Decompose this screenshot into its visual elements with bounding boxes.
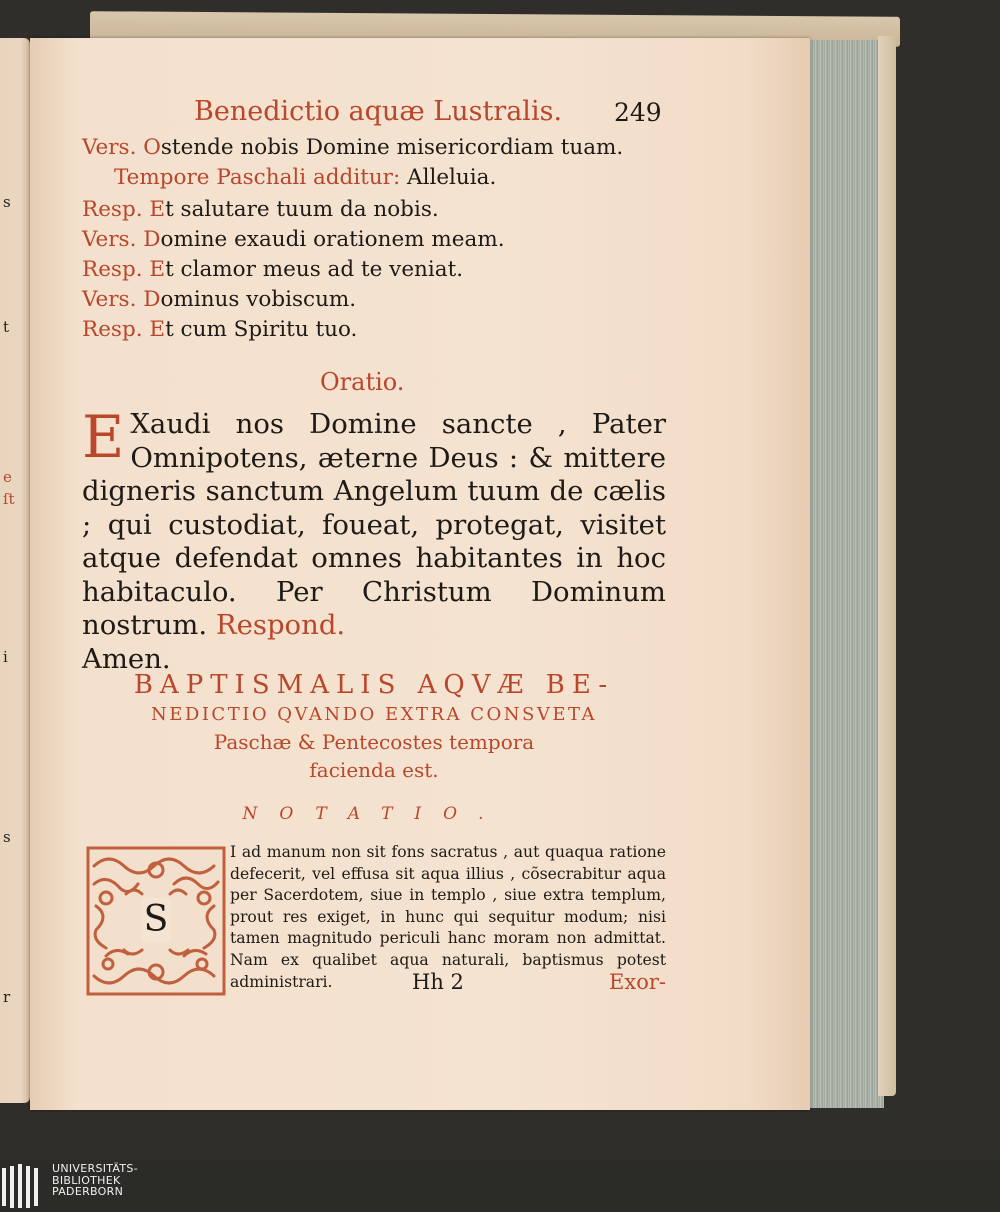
prayer-block <box>82 403 666 676</box>
baptismal-heading-line: BAPTISMALIS AQVÆ BE- <box>133 670 615 700</box>
baptismal-heading-line: NEDICTIO QVANDO EXTRA CONSVETA <box>151 704 597 725</box>
prayer-text: Xaudi nos Domine sancte , Pater Omnipotens, æterne Deus : & mittere digneris sanctum Angelum tuum de cælis ; qui custodiat, foueat, protegat, visitet atque defendat omnes habitantes in hoc habitaculo. Per Christum Dominum nostrum. <box>82 408 666 641</box>
page-fore-edge <box>802 40 884 1108</box>
versicle-line <box>82 256 463 284</box>
baptismal-heading-line: facienda est. <box>309 758 439 782</box>
versicle-line <box>82 196 439 224</box>
page-footer <box>82 970 666 1000</box>
baptismal-heading <box>82 668 666 784</box>
running-head <box>194 96 674 132</box>
versicle-text: t clamor meus ad te veniat. <box>165 257 464 282</box>
facing-page-edge <box>0 38 30 1103</box>
notatio-heading: NOTATIO. <box>242 804 506 824</box>
versicle-line <box>82 286 356 314</box>
versicle-label: Vers. D <box>82 227 161 252</box>
facing-page-mark: r <box>3 988 11 1006</box>
prayer-amen: Amen. <box>82 642 171 675</box>
versicle-line <box>82 134 623 162</box>
versicle-label: Resp. E <box>82 317 166 342</box>
versicle-text: stende nobis Domine misericordiam tuam. <box>160 135 624 160</box>
facing-page-mark: s <box>3 828 11 846</box>
library-name-line: UNIVERSITÄTS- <box>52 1162 138 1175</box>
versicle-text: ominus vobiscum. <box>160 287 357 312</box>
versicle-text: t cum Spiritu tuo. <box>165 317 358 342</box>
facing-page-mark: s <box>3 193 11 211</box>
prayer-initial: E <box>82 403 125 471</box>
page-number: 249 <box>614 98 662 127</box>
respond-label: Respond. <box>215 609 346 641</box>
facing-page-mark: e <box>3 468 12 486</box>
versicle-label: Vers. D <box>82 287 161 312</box>
versicle-label: Vers. O <box>82 135 161 160</box>
running-title: Benedictio aquæ Lustralis. <box>194 96 563 127</box>
versicle-text: Alleluia. <box>400 165 497 190</box>
versicle-text: t salutare tuum da nobis. <box>165 197 439 222</box>
book-cover-right <box>878 36 896 1096</box>
prayer-paragraph <box>82 403 666 676</box>
versicle-label: Resp. E <box>82 197 166 222</box>
versicle-line <box>82 316 357 344</box>
facing-page-mark: ſt <box>3 490 15 508</box>
baptismal-heading-line: Paschæ & Pentecostes tempora <box>213 730 535 754</box>
oratio-heading: Oratio. <box>320 368 405 396</box>
versicle-text: omine exaudi orationem meam. <box>160 227 505 252</box>
signature-mark: Hh 2 <box>412 970 464 994</box>
notatio-initial: S <box>141 898 171 942</box>
library-name <box>52 1163 252 1198</box>
versicle-label: Resp. E <box>82 257 166 282</box>
versicle-label: Tempore Paschali additur: <box>114 165 401 190</box>
library-name-line: BIBLIOTHEK <box>52 1173 121 1187</box>
library-logo-icon <box>0 1162 46 1210</box>
versicle-line <box>114 164 496 192</box>
notatio-text: I ad manum non sit fons sacratus , aut quaqua ratione defecerit, vel effusa sit aqua illius , cõsecrabitur aqua per Sacerdotem, siue in templo , siue extra templum, prout res exiget, in hunc qui sequitur modum; nisi tamen magnitudo periculi hanc moram non admittat. Nam ex qualibet aqua naturali, baptismus potest administrari. <box>230 843 666 991</box>
facing-page-mark: t <box>3 318 10 336</box>
catchword: Exor- <box>609 970 666 994</box>
versicle-line <box>82 226 505 254</box>
facing-page-mark: i <box>3 648 8 666</box>
library-name-line: PADERBORN <box>52 1185 124 1198</box>
